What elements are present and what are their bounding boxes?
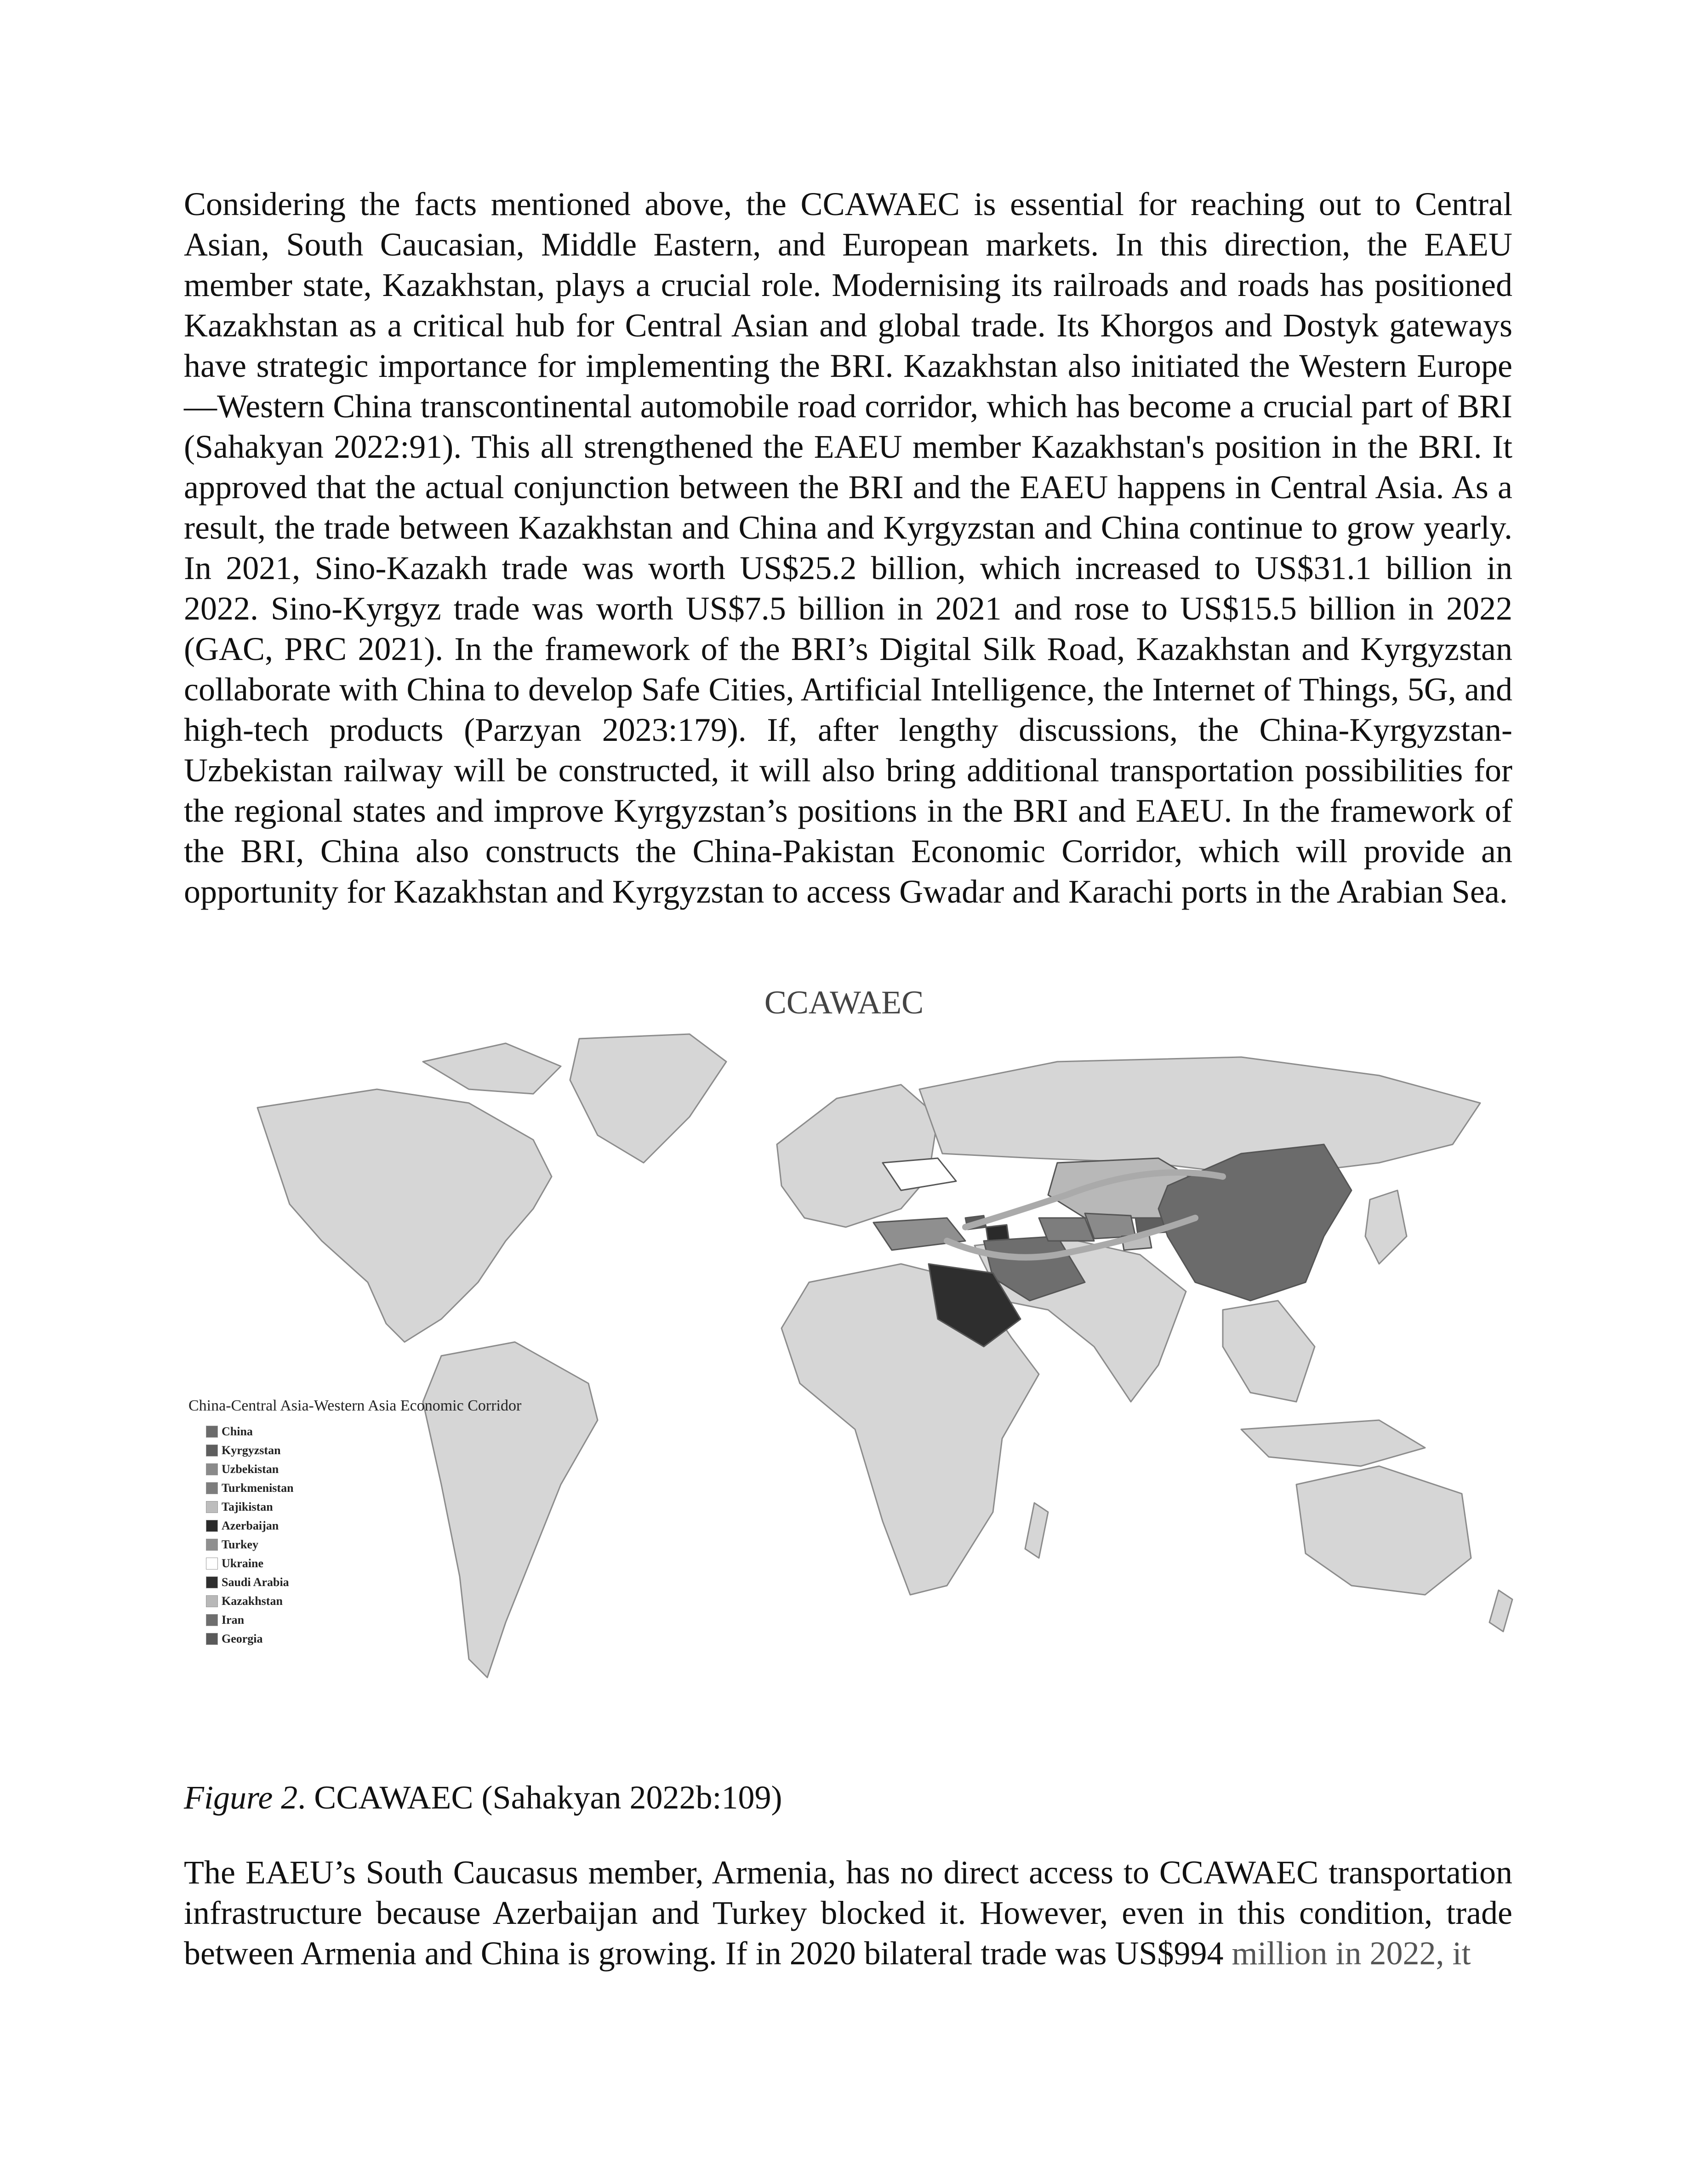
new-zealand-islands	[1489, 1590, 1512, 1632]
russia-landmass	[919, 1057, 1480, 1177]
legend-swatch	[206, 1539, 218, 1551]
figure-caption-text: . CCAWAEC (Sahakyan 2022b:109)	[297, 1779, 782, 1816]
legend-label: Iran	[222, 1613, 245, 1627]
southeast-asia-landmass	[1223, 1301, 1315, 1402]
legend-swatch	[206, 1633, 218, 1645]
figure-caption	[184, 1779, 782, 1817]
legend-label: Turkey	[222, 1537, 258, 1551]
legend-swatch	[206, 1576, 218, 1588]
arctic-islands	[423, 1043, 561, 1094]
legend-item	[188, 1460, 538, 1479]
madagascar-island	[1025, 1503, 1048, 1558]
body-paragraph-2	[184, 1852, 1512, 1974]
legend-item	[188, 1479, 538, 1497]
turkmenistan-region	[1039, 1218, 1094, 1241]
legend-label: Saudi Arabia	[222, 1575, 289, 1589]
legend-swatch	[206, 1445, 218, 1456]
legend-label: Tajikistan	[222, 1500, 273, 1513]
legend-label: Georgia	[222, 1632, 263, 1645]
legend-label: Kazakhstan	[222, 1594, 283, 1608]
legend-label: Turkmenistan	[222, 1481, 294, 1495]
japan-islands	[1365, 1190, 1407, 1264]
greenland-landmass	[570, 1034, 726, 1163]
legend-swatch	[206, 1463, 218, 1475]
north-america-landmass	[257, 1089, 552, 1342]
indonesia-islands	[1241, 1420, 1425, 1466]
legend-item	[188, 1610, 538, 1629]
legend-item	[188, 1554, 538, 1573]
body-paragraph-2-faded: million in 2022, it	[1223, 1935, 1471, 1972]
legend-item	[188, 1535, 538, 1554]
legend-item	[188, 1592, 538, 1610]
legend-swatch	[206, 1501, 218, 1513]
legend-label: China	[222, 1424, 253, 1438]
legend-item	[188, 1629, 538, 1648]
legend-item	[188, 1573, 538, 1592]
body-paragraph-2-main: The EAEU’s South Caucasus member, Armenia, has no direct access to CCAWAEC transportation infrastructure because Azerbaijan and Turkey blocked it. However, even in this condition, trade between Armenia and China is growing. If in 2020 bilateral trade was US$994	[184, 1854, 1512, 1972]
legend-item	[188, 1497, 538, 1516]
legend-swatch	[206, 1558, 218, 1570]
europe-landmass	[777, 1085, 938, 1227]
australia-landmass	[1296, 1466, 1471, 1595]
body-paragraph-1: Considering the facts mentioned above, the CCAWAEC is essential for reaching out to Central Asian, South Caucasian, Middle Eastern, and European markets. In this direction, the EAEU member state, Kazakhstan, plays a crucial role. Modernising its railroads and roads has positioned Kazakhstan as a critical hub for Central Asian and global trade. Its Khorgos and Dostyk gateways have strategic importance for implementing the BRI. Kazakhstan also initiated the Western Europe—Western China transcontinental automobile road corridor, which has become a crucial part of BRI (Sahakyan 2022:91). This all strengthened the EAEU member Kazakhstan's position in the BRI. It approved that the actual conjunction between the BRI and the EAEU happens in Central Asia. As a result, the trade between Kazakhstan and China and Kyrgyzstan and China continue to grow yearly. In 2021, Sino-Kazakh trade was worth US$25.2 billion, which increased to US$31.1 billion in 2022. Sino-Kyrgyz trade was worth US$7.5 billion in 2021 and rose to US$15.5 billion in 2022 (GAC, PRC 2021). In the framework of the BRI’s Digital Silk Road, Kazakhstan and Kyrgyzstan collaborate with China to develop Safe Cities, Artificial Intelligence, the Internet of Things, 5G, and high-tech products (Parzyan 2023:179). If, after lengthy discussions, the China-Kyrgyzstan-Uzbekistan railway will be constructed, it will also bring additional transportation possibilities for the regional states and improve Kyrgyzstan’s positions in the BRI and EAEU. In the framework of the BRI, China also constructs the China-Pakistan Economic Corridor, which will provide an opportunity for Kazakhstan and Kyrgyzstan to access Gwadar and Karachi ports in the Arabian Sea.	[184, 186, 1512, 910]
legend-swatch	[206, 1426, 218, 1438]
legend-label: Azerbaijan	[222, 1519, 279, 1532]
legend-label: Ukraine	[222, 1556, 263, 1570]
legend-label: Uzbekistan	[222, 1462, 279, 1476]
uzbekistan-region	[1085, 1213, 1135, 1239]
legend-swatch	[206, 1614, 218, 1626]
figure-caption-label: Figure 2	[184, 1779, 298, 1816]
map-title: CCAWAEC	[764, 984, 924, 1021]
legend-title: China-Central Asia-Western Asia Economic Corridor	[188, 1397, 522, 1414]
legend-label: Kyrgyzstan	[222, 1443, 281, 1457]
legend-swatch	[206, 1520, 218, 1532]
legend-item	[188, 1441, 538, 1460]
legend-swatch	[206, 1595, 218, 1607]
legend-item	[188, 1422, 538, 1441]
map-legend	[188, 1397, 538, 1648]
legend-item	[188, 1516, 538, 1535]
legend-swatch	[206, 1482, 218, 1494]
